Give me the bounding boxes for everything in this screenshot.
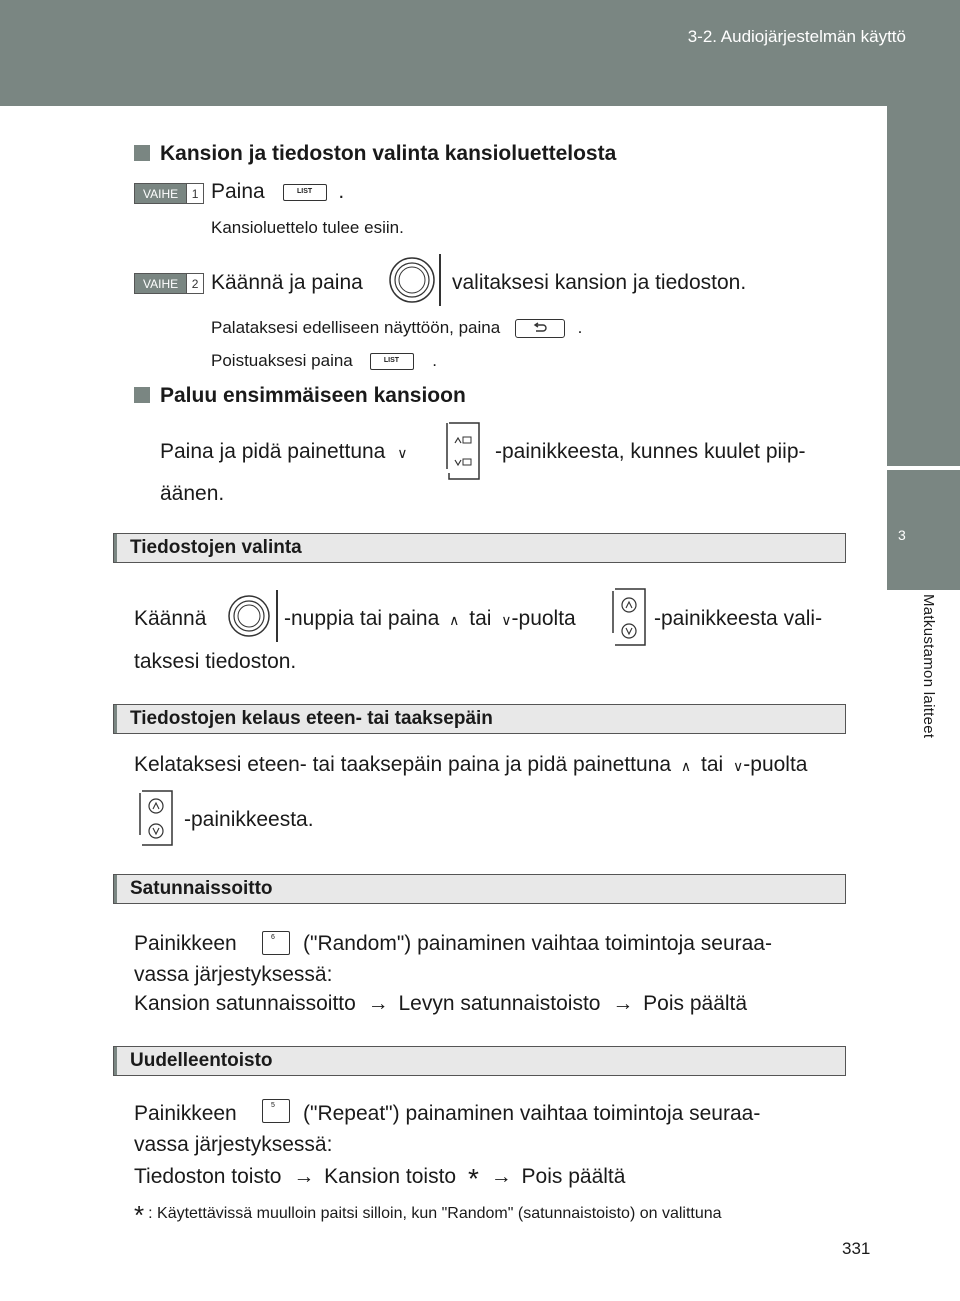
seek-title: Tiedostojen kelaus eteen- tai taaksepäin (113, 704, 846, 734)
repeat-sequence: Tiedoston toisto → Kansion toisto * → Pois päältä (134, 1163, 626, 1194)
seek-line-2: -painikkeesta. (184, 808, 314, 831)
arrow-right-icon: → (490, 1165, 512, 1188)
back-button-icon (515, 319, 565, 338)
random-sequence: Kansion satunnaissoitto → Levyn satunnaistoisto → Pois päältä (134, 992, 748, 1015)
chapter-number: 3 (898, 527, 906, 543)
square-bullet-icon (134, 145, 150, 161)
page-number: 331 (842, 1239, 871, 1258)
step-2-badge: VAIHE 2 (134, 273, 204, 294)
tune-knob-icon (227, 588, 283, 644)
exit-instruction: Poistuaksesi paina LIST . (211, 351, 437, 370)
first-folder-line-2: äänen. (160, 482, 225, 505)
footnote: * : Käytettävissä muulloin paitsi silloin, kun "Random" (satunnaistoisto) on valittuna (134, 1200, 722, 1230)
file-select-line-1e: -painikkeesta vali- (654, 607, 823, 630)
first-folder-heading: Paluu ensimmäiseen kansioon (134, 384, 466, 408)
seek-button-icon (136, 789, 178, 847)
repeat-line-2: vassa järjestyksessä: (134, 1133, 333, 1156)
random-title: Satunnaissoitto (113, 874, 846, 904)
section-title: 3-2. Audiojärjestelmän käyttö (687, 27, 906, 46)
folder-select-heading: Kansion ja tiedoston valinta kansioluettelosta (134, 142, 616, 166)
step-1-result: Kansioluettelo tulee esiin. (211, 218, 404, 237)
square-bullet-icon (134, 387, 150, 403)
repeat-title: Uudelleentoisto (113, 1046, 846, 1076)
list-button-icon: LIST (283, 184, 327, 201)
chapter-title: Matkustamon laitteet (920, 594, 937, 739)
side-tab-upper (887, 106, 960, 466)
step-1-text: Paina LIST . (211, 180, 345, 203)
first-folder-line-1a: Paina ja pidä painettuna ∨ (160, 440, 408, 463)
file-select-line-2: taksesi tiedoston. (134, 650, 297, 673)
file-select-line-1a: Käännä (134, 607, 207, 630)
seek-button-icon (609, 587, 651, 647)
folder-seek-button-icon (443, 421, 485, 481)
list-button-icon: LIST (370, 353, 414, 370)
first-folder-line-1b: -painikkeesta, kunnes kuulet piip- (495, 440, 806, 463)
tune-knob-icon (388, 252, 444, 308)
back-instruction: Palataksesi edelliseen näyttöön, paina . (211, 318, 583, 337)
step-2-text-a: Käännä ja paina (211, 271, 363, 294)
arrow-right-icon: → (293, 1165, 315, 1188)
step-1-badge: VAIHE 1 (134, 183, 204, 204)
random-line-1a: Painikkeen (134, 932, 237, 955)
random-line-2: vassa järjestyksessä: (134, 963, 333, 986)
preset-5-button-icon: 5 (262, 1099, 290, 1123)
preset-6-button-icon: 6 (262, 931, 290, 955)
header-bar (0, 0, 960, 106)
arrow-right-icon: → (612, 992, 634, 1015)
file-select-title: Tiedostojen valinta (113, 533, 846, 563)
random-line-1b: ("Random") painaminen vaihtaa toimintoja seuraa- (303, 932, 772, 955)
repeat-line-1a: Painikkeen (134, 1102, 237, 1125)
seek-line-1: Kelataksesi eteen- tai taaksepäin paina ja pidä painettuna ∧ tai ∨-puolta (134, 753, 808, 776)
file-select-line-1b: -nuppia tai paina ∧ tai ∨-puolta (284, 607, 576, 630)
arrow-right-icon: → (367, 992, 389, 1015)
step-2-text-b: valitaksesi kansion ja tiedoston. (452, 271, 747, 294)
repeat-line-1b: ("Repeat") painaminen vaihtaa toimintoja seuraa- (303, 1102, 761, 1125)
